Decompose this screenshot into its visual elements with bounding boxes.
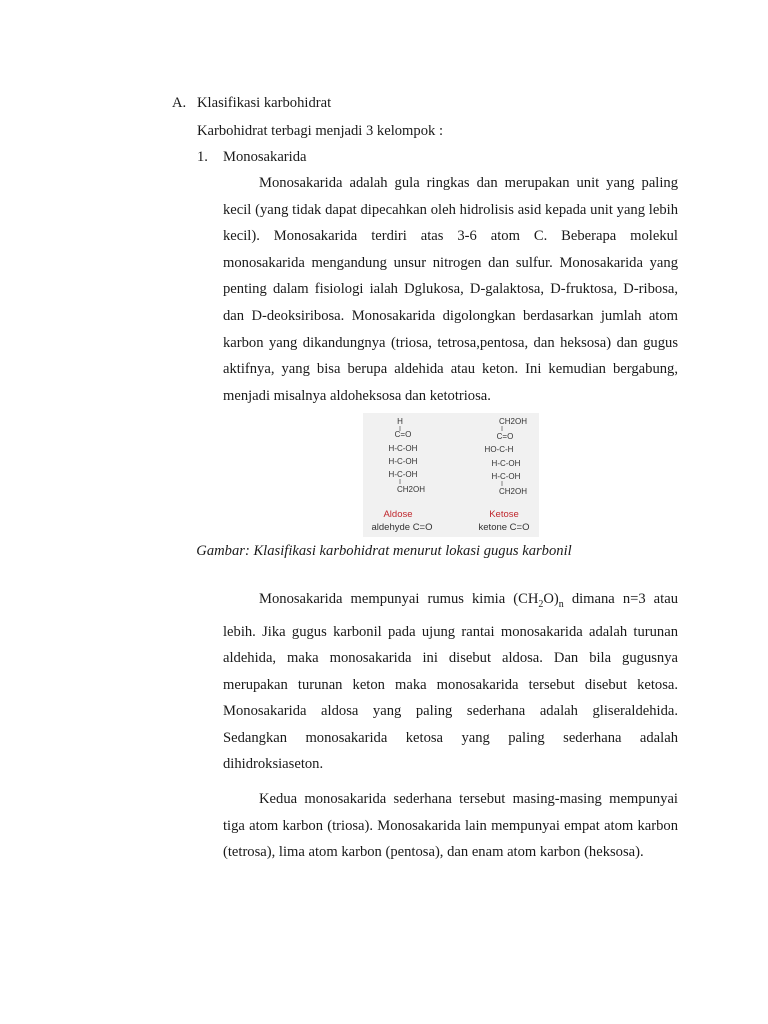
paragraph-1-text: Monosakarida adalah gula ringkas dan merupakan unit yang paling kecil (yang tidak dapat dipecahkan oleh hidrolisis asid kepada unit yang lebih kecil). Monosakarida terdiri atas 3-6 atom C. Beberapa molekul monosakarida mengandung unsur nitrogen dan sulfur. Monosakarida yang penting dalam fisiologi ialah Dglukosa, D-galaktosa, D-fruktosa, D-ribosa, dan D-deoksiribosa. Monosakarida digolongkan berdasarkan jumlah atom karbon yang dikandungnya (triosa, tetrosa,pentosa, dan heksosa) dan gugus aktifnya, yang bisa berupa aldehida atau keton. Ini kemudian bergabung, menjadi misalnya aldoheksosa dan ketotriosa. — [223, 175, 678, 404]
aldose-line-2: C=O — [394, 430, 412, 439]
p2-after: dimana n=3 atau lebih. Jika gugus karbonil pada ujung rantai monosakarida adalah turunan aldehida, maka monosakarida ini disebut aldosa. Dan bila gugusnya merupakan turunan keton maka monosakarida tersebut disebut ketosa. Monosakarida aldosa yang paling sederhana adalah gliseraldehida. Sedangkan monosakarida ketosa yang paling sederhana adalah dihidroksiaseton. — [223, 591, 678, 773]
aldose-group: aldehyde C=O — [371, 522, 433, 533]
aldose-line-3: H-C-OH — [388, 444, 418, 453]
section-title: Klasifikasi karbohidrat — [197, 95, 332, 111]
ketose-label: Ketose — [489, 509, 519, 520]
paragraph-2 — [223, 586, 678, 778]
ketose-line-2: C=O — [496, 432, 514, 441]
p2-mid: O) — [543, 591, 559, 607]
p2-sub-2: 2 — [538, 598, 544, 610]
carbohydrate-figure — [363, 413, 539, 537]
ketose-line-1: CH2OH — [498, 417, 528, 426]
aldose-line-6: CH2OH — [396, 485, 426, 494]
structure-diagram — [363, 413, 539, 537]
aldose-line-1: H — [397, 417, 403, 426]
paragraph-2-text — [223, 586, 678, 778]
figure-caption: Gambar: Klasifikasi karbohidrat menurut lokasi gugus karbonil — [196, 543, 572, 559]
paragraph-3 — [223, 786, 678, 866]
list-item-marker: 1. — [197, 149, 208, 165]
p2-sub-n: n — [558, 598, 564, 610]
aldose-line-4: H-C-OH — [388, 457, 418, 466]
section-intro: Karbohidrat terbagi menjadi 3 kelompok : — [197, 123, 443, 139]
aldose-line-5: H-C-OH — [388, 470, 418, 479]
p2-before: Monosakarida mempunyai rumus kimia (CH — [259, 591, 539, 607]
ketose-group: ketone C=O — [478, 522, 530, 533]
ketose-line-5: H-C-OH — [491, 472, 521, 481]
section-marker: A. — [172, 95, 187, 111]
ketose-line-3: HO-C-H — [484, 445, 514, 454]
list-item-title: Monosakarida — [223, 149, 307, 165]
aldose-label: Aldose — [383, 509, 413, 520]
ketose-line-4: H-C-OH — [491, 459, 521, 468]
paragraph-1 — [223, 170, 678, 409]
paragraph-3-text: Kedua monosakarida sederhana tersebut masing-masing mempunyai tiga atom karbon (triosa). Monosakarida lain mempunyai empat atom karbon (tetrosa), lima atom karbon (pentosa), dan enam atom karbon (heksosa). — [223, 791, 678, 861]
ketose-line-6: CH2OH — [498, 487, 528, 496]
